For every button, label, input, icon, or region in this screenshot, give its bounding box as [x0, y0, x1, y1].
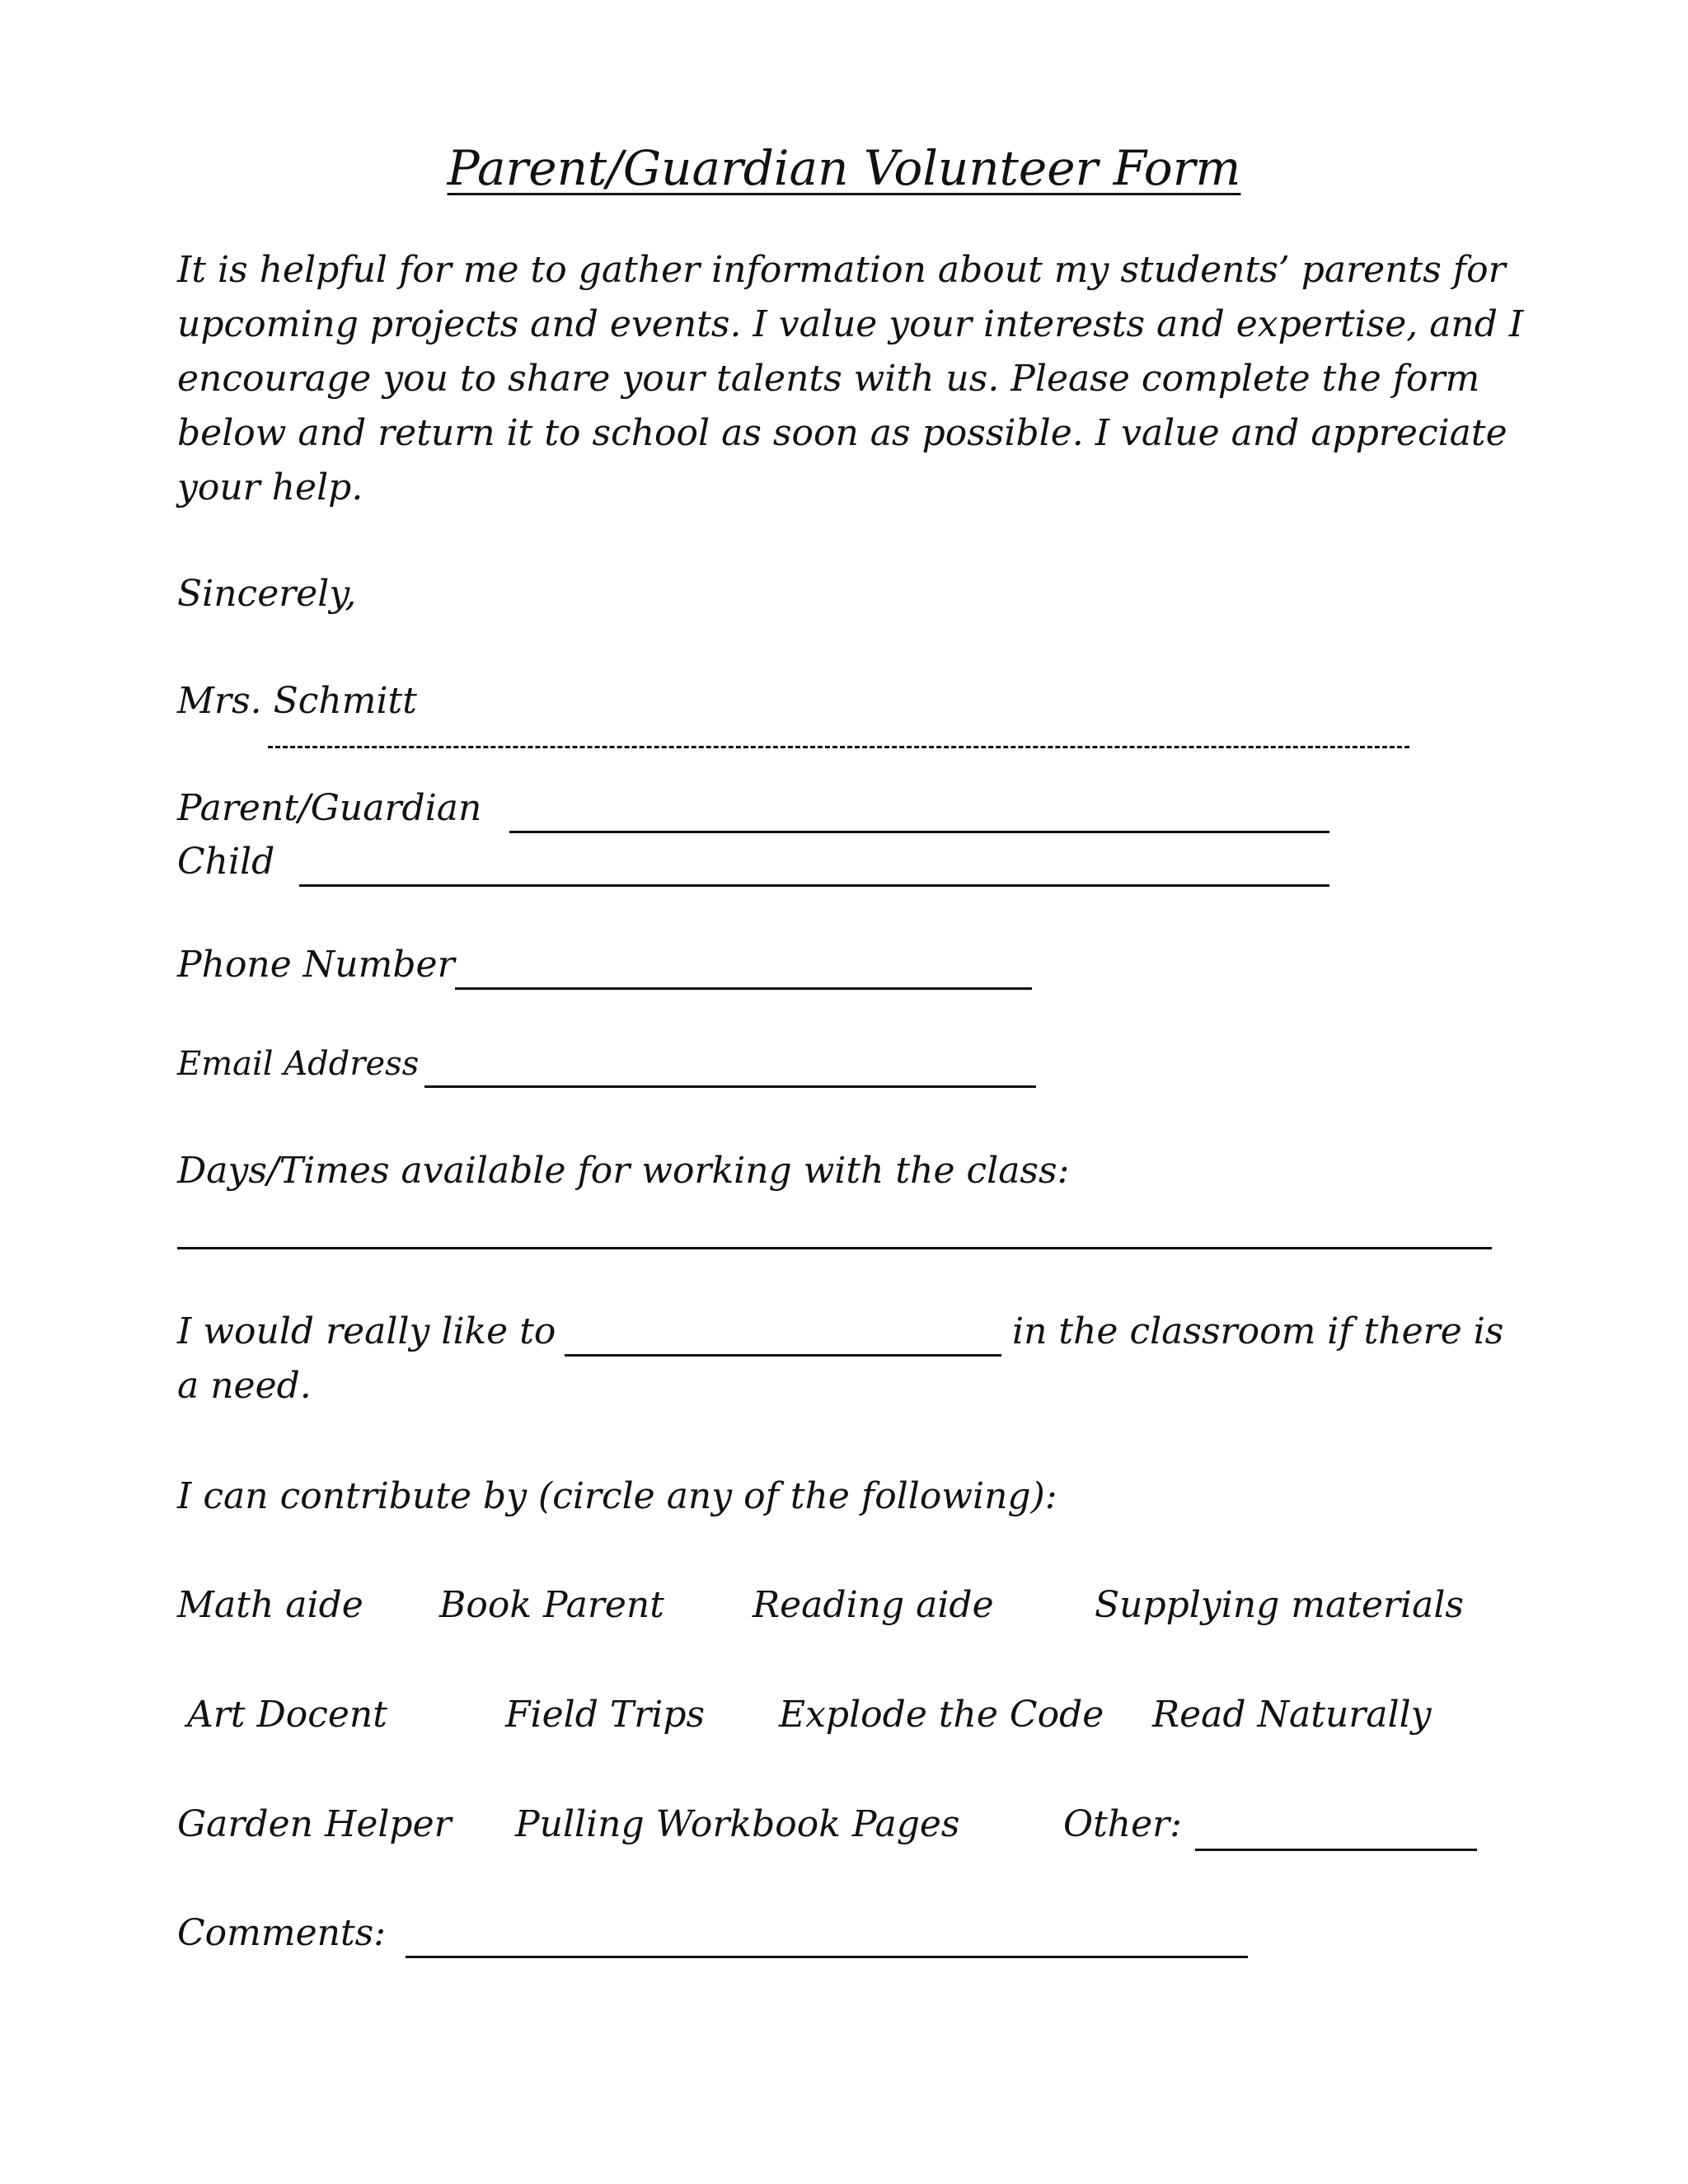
contribute-label: I can contribute by (circle any of the following): [177, 1475, 1057, 1517]
email-address-label: Email Address [177, 1045, 420, 1083]
option-read-naturally[interactable]: Read Naturally [1152, 1694, 1432, 1736]
intro-paragraph [177, 243, 1529, 515]
like-to-blank[interactable] [565, 1354, 1001, 1357]
days-times-blank[interactable] [177, 1247, 1492, 1249]
comments-blank[interactable] [406, 1956, 1248, 1958]
email-address-blank[interactable] [424, 1085, 1036, 1088]
days-times-label: Days/Times available for working with the class: [177, 1150, 1070, 1192]
signature-text: Mrs. Schmitt [177, 680, 417, 722]
option-supplying-materials[interactable]: Supplying materials [1095, 1584, 1464, 1626]
like-to-prefix: I would really like to [177, 1310, 556, 1352]
option-book-parent[interactable]: Book Parent [439, 1584, 664, 1626]
option-garden-helper[interactable]: Garden Helper [177, 1803, 452, 1845]
parent-guardian-blank[interactable] [509, 831, 1329, 833]
like-to-suffix-line2: a need. [177, 1365, 312, 1407]
option-math-aide[interactable]: Math aide [177, 1584, 363, 1626]
cut-line [268, 746, 1409, 748]
parent-guardian-label: Parent/Guardian [177, 787, 482, 829]
other-blank[interactable] [1195, 1849, 1477, 1851]
intro-text: It is helpful for me to gather information about my students’ parents for upcoming projects and events. I value your interests and expertise, and I encourage you to share your talents with us. Please complete the form below and return it to school as soon as possible. I value and appreciate your help. [177, 249, 1524, 509]
child-label: Child [177, 841, 275, 883]
form-title: Parent/Guardian Volunteer Form [447, 140, 1241, 196]
like-to-suffix: in the classroom if there is [1012, 1310, 1504, 1352]
phone-number-blank[interactable] [455, 987, 1032, 990]
option-other[interactable]: Other: [1063, 1803, 1182, 1845]
comments-label: Comments: [177, 1912, 387, 1954]
option-pulling-workbook-pages[interactable]: Pulling Workbook Pages [515, 1803, 960, 1845]
option-art-docent[interactable]: Art Docent [187, 1694, 387, 1736]
closing-text: Sincerely, [177, 573, 357, 615]
option-field-trips[interactable]: Field Trips [505, 1694, 706, 1736]
child-blank[interactable] [299, 884, 1329, 887]
option-reading-aide[interactable]: Reading aide [753, 1584, 994, 1626]
phone-number-label: Phone Number [177, 944, 455, 986]
option-explode-the-code[interactable]: Explode the Code [779, 1694, 1104, 1736]
